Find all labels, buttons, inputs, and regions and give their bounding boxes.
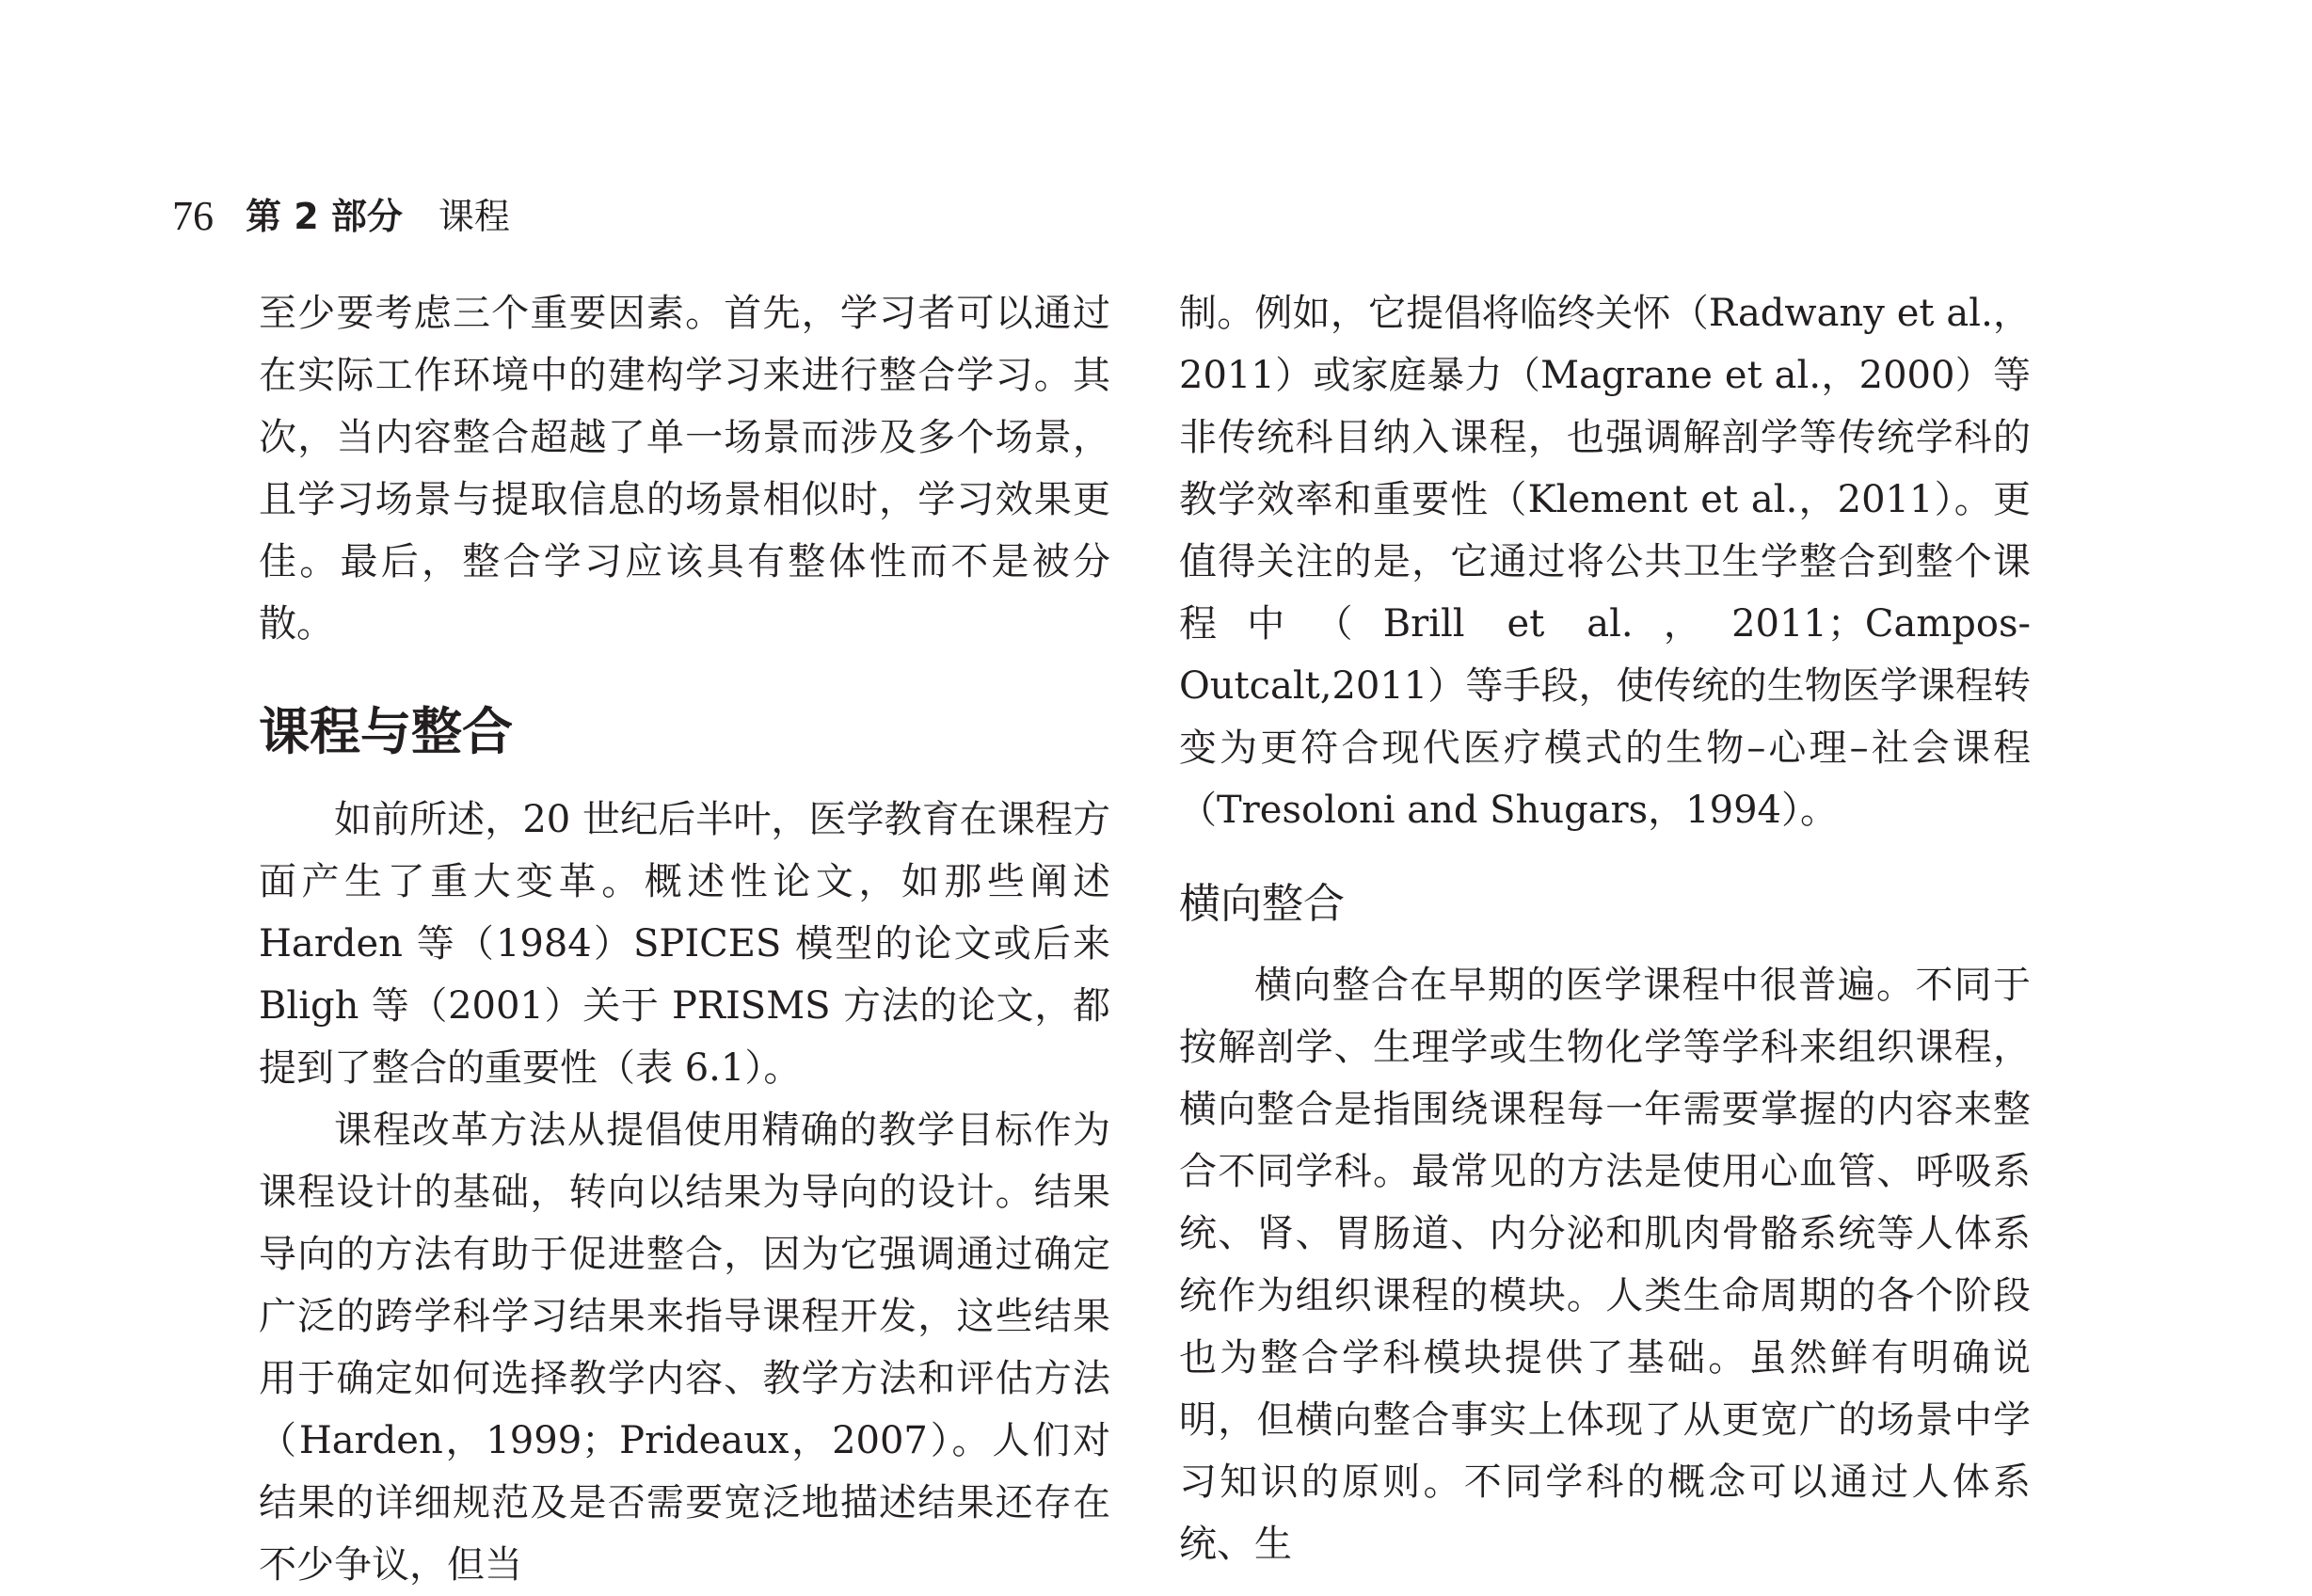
- body-paragraph: 课程改革方法从提倡使用精确的教学目标作为课程设计的基础，转向以结果为导向的设计。结果导向的方法有助于促进整合，因为它强调通过确定广泛的跨学科学习结果来指导课程开发，这些结果用于确定如何选择教学内容、教学方法和评估方法（Harden，1999；Prideaux，2007）。人们对结果的详细规范及是否需要宽泛地描述结果还存在不少争议，但当: [259, 1109, 1110, 1587]
- body-paragraph: 如前所述，20 世纪后半叶，医学教育在课程方面产生了重大变革。概述性论文，如那些阐述 Harden 等（1984）SPICES 模型的论文或后来 Bligh 等（2001）关于 PRISMS 方法的论文，都提到了整合的重要性（表 6.1）。: [259, 798, 1110, 1090]
- page-number: 76: [172, 193, 214, 239]
- section-heading: 课程与整合: [259, 702, 513, 761]
- subsection-heading: 横向整合: [1179, 880, 1345, 928]
- continued-paragraph: 至少要考虑三个重要因素。首先，学习者可以通过在实际工作环境中的建构学习来进行整合学习。其次，当内容整合超越了单一场景而涉及多个场景，且学习场景与提取信息的场景相似时，学习效果更佳。最后，整合学习应该具有整体性而不是被分散。: [259, 292, 1110, 646]
- body-paragraph: 横向整合在早期的医学课程中很普遍。不同于按解剖学、生理学或生物化学等学科来组织课程，横向整合是指围绕课程每一年需要掌握的内容来整合不同学科。最常见的方法是使用心血管、呼吸系统、肾、胃肠道、内分泌和肌肉骨骼系统等人体系统作为组织课程的模块。人类生命周期的各个阶段也为整合学科模块提供了基础。虽然鲜有明确说明，但横向整合事实上体现了从更宽广的场景中学习知识的原则。不同学科的概念可以通过人体系统、生: [1179, 964, 2031, 1566]
- part-label: 第 2 部分: [246, 196, 403, 237]
- section-label: 课程: [438, 196, 510, 237]
- left-column: [259, 282, 1110, 1596]
- right-column: [1179, 282, 2031, 1575]
- running-header: [172, 188, 510, 245]
- continued-paragraph: 制。例如，它提倡将临终关怀（Radwany et al.，2011）或家庭暴力（Magrane et al.，2000）等非传统科目纳入课程，也强调解剖学等传统学科的教学效率和重要性（Klement et al.，2011）。更值得关注的是，它通过将公共卫生学整合到整个课程中（Brill et al.，2011；Campos-Outcalt,2011）等手段，使传统的生物医学课程转变为更符合现代医疗模式的生物–心理–社会课程（Tresoloni and Shugars，1994）。: [1179, 292, 2031, 832]
